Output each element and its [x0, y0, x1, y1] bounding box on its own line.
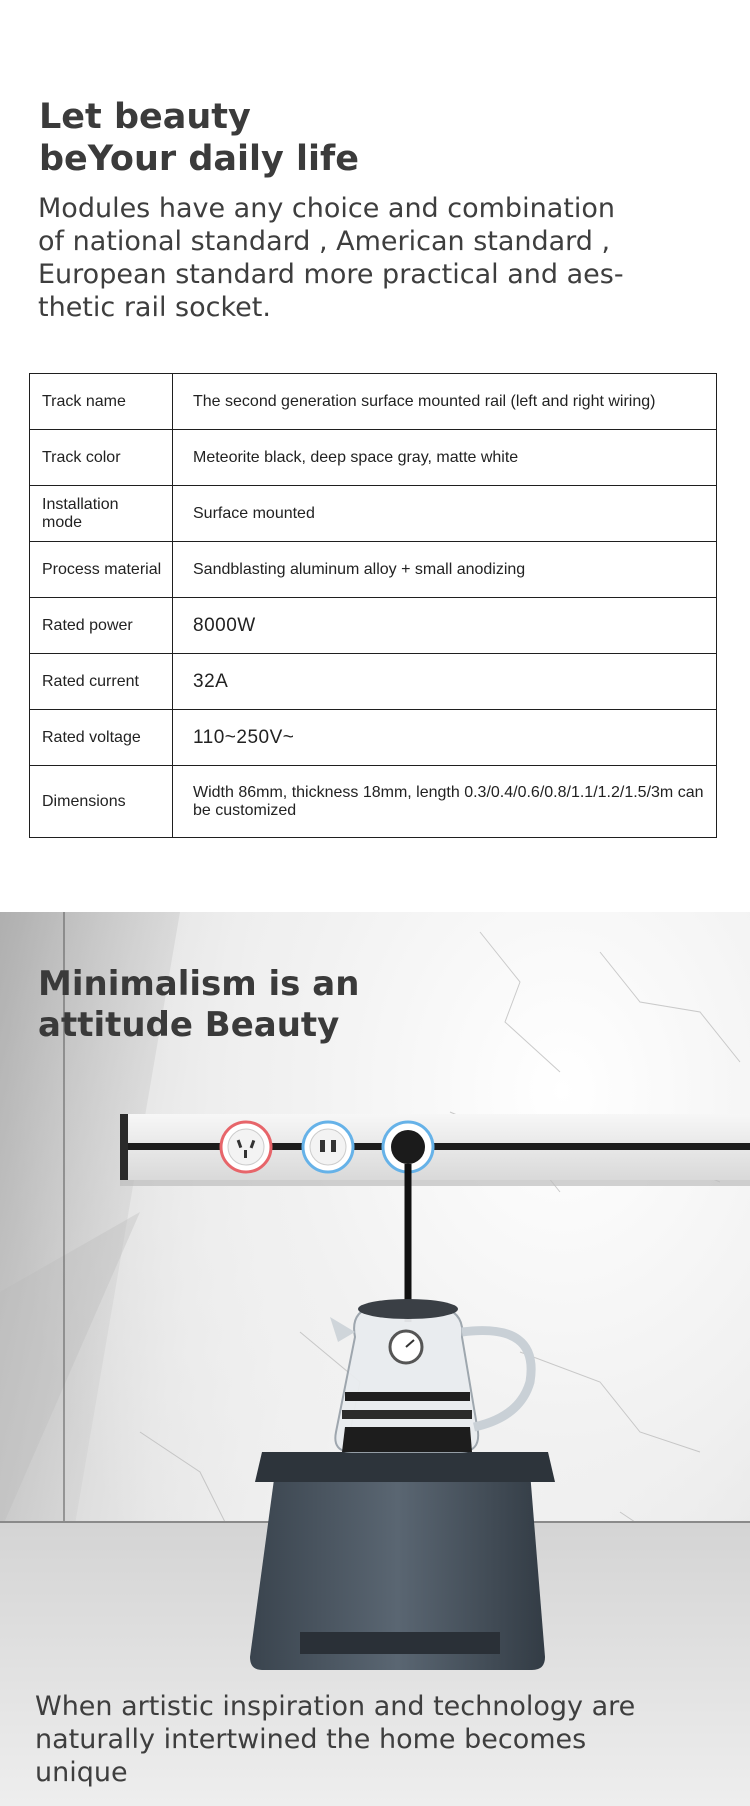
spec-label: Rated current: [30, 654, 173, 710]
table-row: [30, 766, 717, 838]
spec-label: Installation mode: [30, 486, 173, 542]
table-row: [30, 374, 717, 430]
track-rail-icon: [120, 1114, 750, 1186]
spec-table: [29, 373, 717, 838]
intro-headline-line-1: Let beauty: [39, 97, 251, 137]
spec-label: Rated voltage: [30, 710, 173, 766]
product-scene: [0, 912, 750, 1806]
intro-description: Modules have any choice and combination of national standard , American standard , European standard more practical and aes-thetic rail socket.: [38, 193, 624, 323]
table-row: [30, 486, 717, 542]
scene-caption: When artistic inspiration and technology are naturally intertwined the home becomes unique: [35, 1691, 636, 1788]
product-scene-illustration: [0, 912, 750, 1806]
scene-headline-line-1: Minimalism is an: [38, 964, 360, 1004]
spec-value: Surface mounted: [173, 486, 717, 542]
table-row: [30, 542, 717, 598]
socket-module-icon: [221, 1122, 271, 1172]
table-row: [30, 710, 717, 766]
intro-headline: [39, 96, 659, 180]
scene-headline-line-2: attitude Beauty: [38, 1005, 340, 1045]
spec-value: Width 86mm, thickness 18mm, length 0.3/0.4/0.6/0.8/1.1/1.2/1.5/3m can be customized: [173, 766, 717, 838]
spec-value: Meteorite black, deep space gray, matte white: [173, 430, 717, 486]
kettle-icon: [250, 1299, 555, 1670]
spec-value: The second generation surface mounted rail (left and right wiring): [173, 374, 717, 430]
spec-value: Sandblasting aluminum alloy + small anodizing: [173, 542, 717, 598]
spec-label: Track color: [30, 430, 173, 486]
spec-value: 8000W: [173, 598, 717, 654]
spec-label: Process material: [30, 542, 173, 598]
socket-module-icon: [303, 1122, 353, 1172]
spec-value: 32A: [173, 654, 717, 710]
spec-label: Rated power: [30, 598, 173, 654]
scene-headline: [38, 964, 538, 1046]
spec-label: Track name: [30, 374, 173, 430]
spec-value: 110~250V~: [173, 710, 717, 766]
spec-label: Dimensions: [30, 766, 173, 838]
table-row: [30, 654, 717, 710]
table-row: [30, 430, 717, 486]
table-row: [30, 598, 717, 654]
intro-headline-line-2: beYour daily life: [39, 139, 359, 179]
